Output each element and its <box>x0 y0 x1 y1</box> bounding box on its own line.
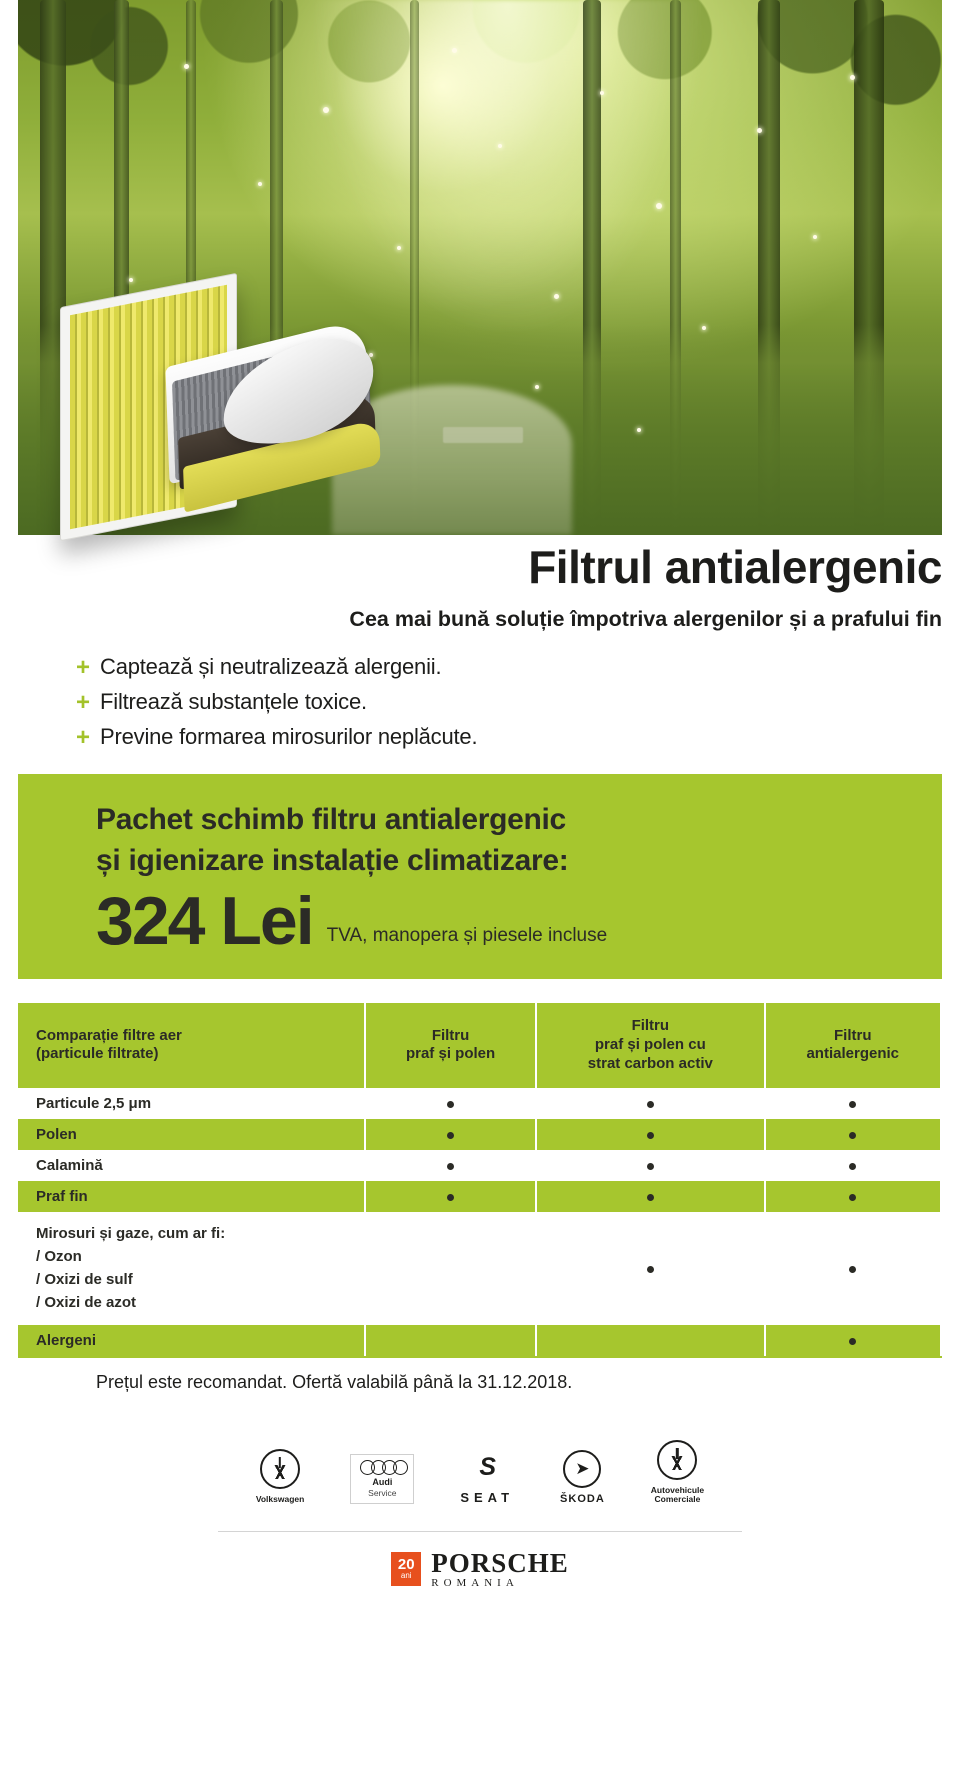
table-row <box>18 1119 941 1150</box>
footer-divider <box>218 1531 742 1532</box>
table-row <box>18 1212 941 1325</box>
seat-logo-icon: S <box>479 1452 496 1481</box>
check-dot-icon <box>647 1163 654 1170</box>
offer-footnote: Prețul este recomandat. Ofertă valabilă până la 31.12.2018. <box>96 1371 573 1392</box>
page-subtitle: Cea mai bună soluție împotriva alergenilor și a prafului fin <box>349 607 942 632</box>
cell-dust-pollen <box>365 1325 536 1356</box>
brand-logo-row <box>0 1439 960 1506</box>
table-row <box>18 1325 941 1356</box>
offer-line-2: și igienizare instalație climatizare: <box>96 843 569 877</box>
check-dot-icon <box>647 1194 654 1201</box>
row-label: Alergeni <box>18 1325 365 1356</box>
check-dot-icon <box>647 1132 654 1139</box>
cell-antiallergenic <box>765 1119 942 1150</box>
brand-volkswagen <box>256 1448 305 1505</box>
product-filter-image <box>48 280 428 560</box>
check-dot-icon <box>647 1101 654 1108</box>
table-header-antiallergenic: Filtru antialergenic <box>765 1003 942 1087</box>
check-dot-icon <box>849 1338 856 1345</box>
anniversary-word: ani <box>400 1571 412 1581</box>
company-country: ROMANIA <box>431 1577 519 1590</box>
audi-wordmark: Audi <box>372 1477 393 1488</box>
cell-antiallergenic <box>765 1325 942 1356</box>
brand-skoda <box>560 1448 605 1505</box>
table-header-row <box>18 1003 941 1087</box>
anniversary-number: 20 <box>397 1556 415 1574</box>
list-item <box>76 689 942 715</box>
cell-antiallergenic <box>765 1212 942 1325</box>
brand-audi-service <box>350 1458 414 1505</box>
comparison-table <box>18 1001 942 1355</box>
vw-roundel-icon <box>657 1439 697 1481</box>
plus-icon: + <box>76 724 91 752</box>
footer-logo <box>0 1548 960 1589</box>
check-dot-icon <box>849 1101 856 1108</box>
check-dot-icon <box>447 1132 454 1139</box>
brand-vw-commercial <box>651 1439 704 1506</box>
company-name-block <box>431 1548 569 1589</box>
seat-wordmark: SEAT <box>460 1490 515 1506</box>
benefit-text: Captează și neutralizează alergenii. <box>100 654 442 680</box>
cell-carbon <box>536 1088 764 1119</box>
company-name: PORSCHE <box>431 1548 569 1579</box>
brand-caption: Volkswagen <box>255 1494 305 1505</box>
check-dot-icon <box>849 1194 856 1201</box>
check-dot-icon <box>447 1194 454 1201</box>
row-label: Calamină <box>18 1150 365 1181</box>
check-dot-icon <box>447 1101 454 1108</box>
row-label: Praf fin <box>18 1181 365 1212</box>
list-item <box>76 654 942 680</box>
cell-antiallergenic <box>765 1181 942 1212</box>
plus-icon: + <box>76 689 91 717</box>
row-label-odors: Mirosuri și gaze, cum ar fi: / Ozon / Oxizi de sulf / Oxizi de azot <box>18 1212 365 1325</box>
check-dot-icon <box>647 1266 654 1273</box>
cell-carbon <box>536 1325 764 1356</box>
table-header-dust-pollen: Filtru praf și polen <box>365 1003 536 1087</box>
check-dot-icon <box>849 1163 856 1170</box>
table-header-carbon: Filtru praf și polen cu strat carbon activ <box>536 1003 764 1087</box>
cell-antiallergenic <box>765 1088 942 1119</box>
check-dot-icon <box>849 1266 856 1273</box>
cell-carbon <box>536 1181 764 1212</box>
list-item <box>76 724 942 750</box>
cell-carbon <box>536 1119 764 1150</box>
anniversary-badge <box>391 1552 421 1586</box>
check-dot-icon <box>849 1132 856 1139</box>
audi-service-label: Service <box>368 1488 397 1499</box>
cell-dust-pollen <box>365 1119 536 1150</box>
audi-rings-icon <box>350 1458 414 1500</box>
table-row <box>18 1150 941 1181</box>
cell-carbon <box>536 1212 764 1325</box>
table-row <box>18 1088 941 1119</box>
skoda-wordmark: ŠKODA <box>560 1493 605 1506</box>
price-value: 324 Lei <box>96 883 313 960</box>
vw-roundel-icon <box>260 1448 300 1490</box>
page-title: Filtrul antialergenic <box>528 541 942 593</box>
cell-dust-pollen <box>365 1181 536 1212</box>
table-row <box>18 1181 941 1212</box>
cell-dust-pollen <box>365 1150 536 1181</box>
check-dot-icon <box>447 1163 454 1170</box>
row-label: Polen <box>18 1119 365 1150</box>
plus-icon: + <box>76 654 91 682</box>
cell-dust-pollen <box>365 1088 536 1119</box>
benefits-list <box>76 654 942 750</box>
cell-dust-pollen <box>365 1212 536 1325</box>
benefit-text: Filtrează substanțele toxice. <box>100 689 367 715</box>
cell-antiallergenic <box>765 1150 942 1181</box>
row-label: Particule 2,5 μm <box>18 1088 365 1119</box>
brand-caption: Autovehicule Comerciale <box>650 1484 705 1505</box>
offer-line-1: Pachet schimb filtru antialergenic <box>96 803 566 837</box>
table-header-comparison: Comparație filtre aer (particule filtrate) <box>18 1003 365 1087</box>
price-row <box>96 883 942 960</box>
cell-carbon <box>536 1150 764 1181</box>
brand-seat <box>460 1446 514 1505</box>
offer-box <box>18 774 942 979</box>
benefit-text: Previne formarea mirosurilor neplăcute. <box>100 724 478 750</box>
skoda-roundel-icon: ➤ <box>563 1448 601 1490</box>
price-note: TVA, manopera și piesele incluse <box>326 925 608 947</box>
table-bottom-divider <box>18 1356 942 1358</box>
